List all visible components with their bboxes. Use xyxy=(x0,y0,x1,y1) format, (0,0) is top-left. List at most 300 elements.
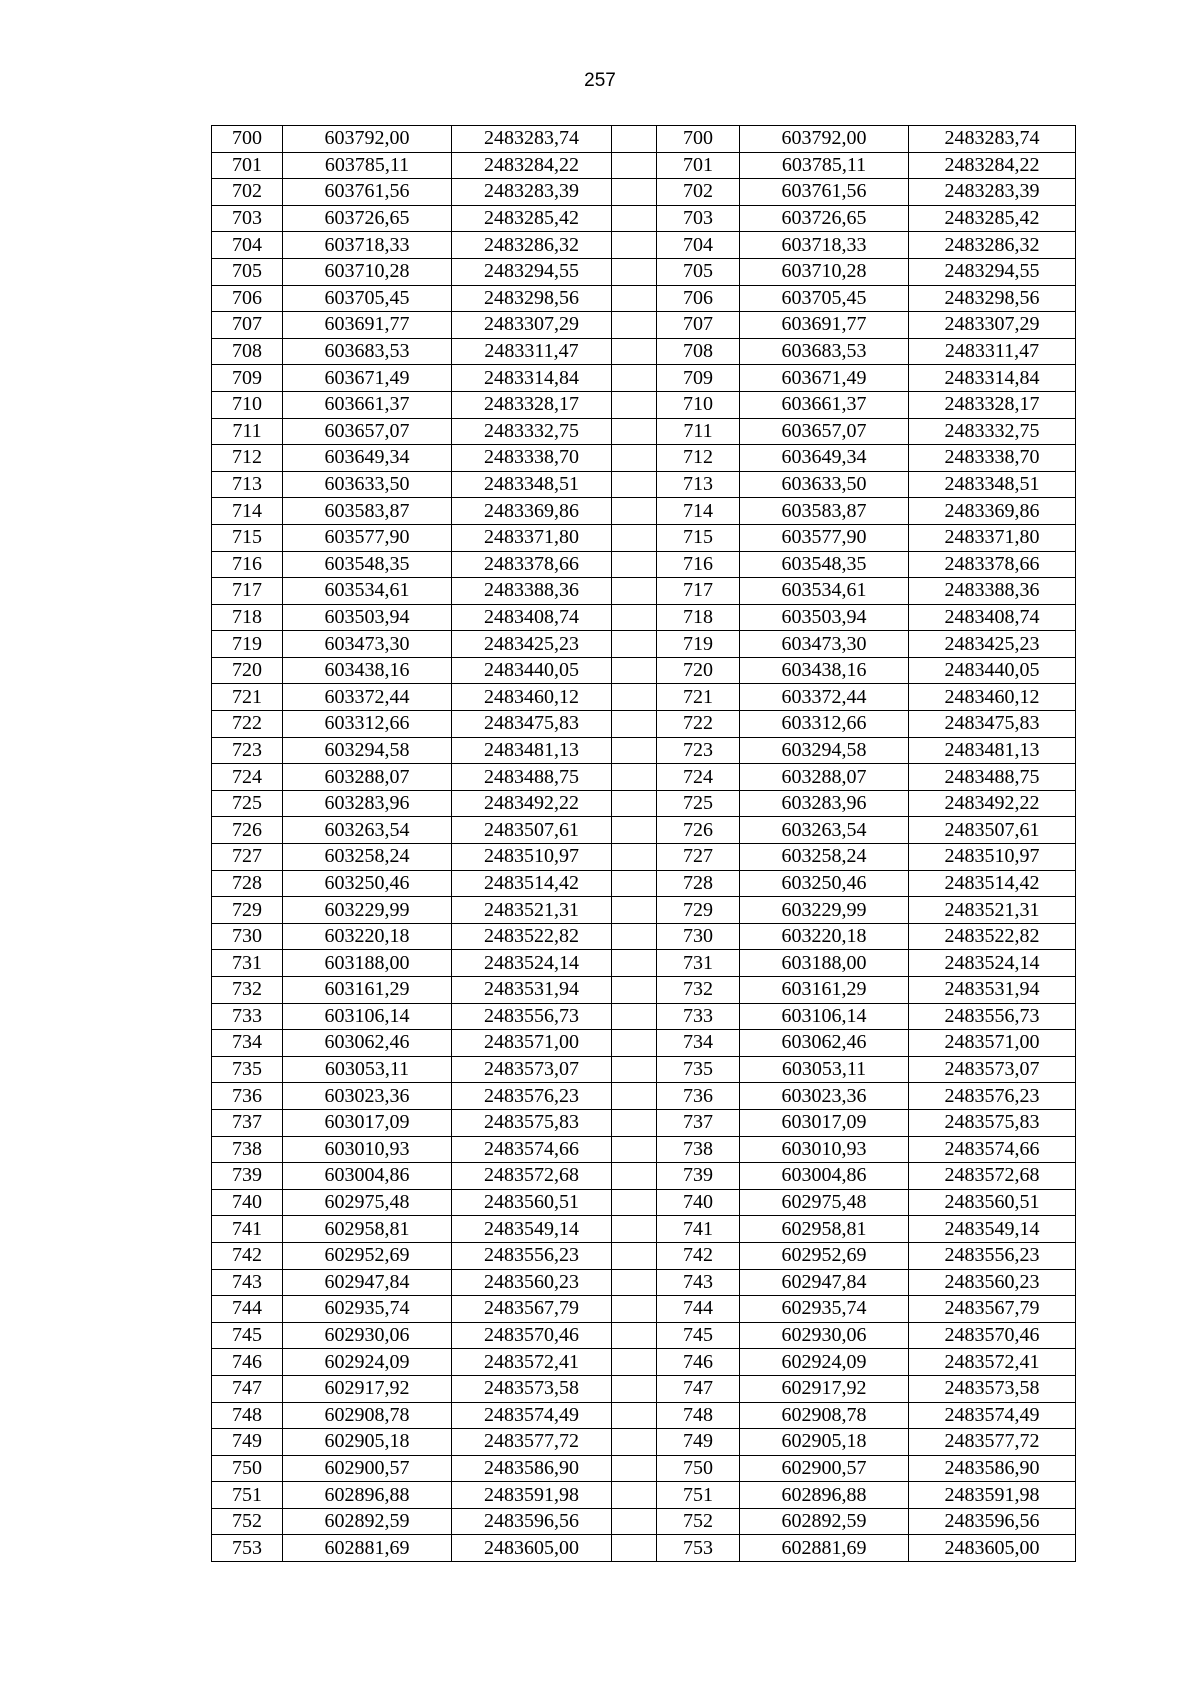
cell-spacer xyxy=(612,126,657,153)
cell-x-coordinate: 603062,46 xyxy=(283,1030,452,1057)
cell-spacer xyxy=(612,205,657,232)
cell-x-coordinate: 603258,24 xyxy=(283,844,452,871)
cell-spacer xyxy=(612,1189,657,1216)
cell-x-coordinate: 603372,44 xyxy=(740,684,909,711)
cell-y-coordinate: 2483522,82 xyxy=(909,923,1076,950)
cell-x-coordinate: 602905,18 xyxy=(283,1429,452,1456)
table-row xyxy=(212,232,1076,259)
cell-x-coordinate: 603004,86 xyxy=(740,1163,909,1190)
cell-x-coordinate: 603004,86 xyxy=(283,1163,452,1190)
cell-spacer xyxy=(612,1402,657,1429)
cell-y-coordinate: 2483514,42 xyxy=(452,870,612,897)
cell-x-coordinate: 603577,90 xyxy=(740,524,909,551)
cell-y-coordinate: 2483294,55 xyxy=(452,258,612,285)
table-row xyxy=(212,471,1076,498)
cell-x-coordinate: 603503,94 xyxy=(283,604,452,631)
cell-x-coordinate: 602930,06 xyxy=(283,1322,452,1349)
cell-y-coordinate: 2483575,83 xyxy=(452,1109,612,1136)
cell-y-coordinate: 2483425,23 xyxy=(452,631,612,658)
cell-x-coordinate: 603726,65 xyxy=(740,205,909,232)
page-number: 257 xyxy=(584,70,616,91)
cell-x-coordinate: 602952,69 xyxy=(740,1242,909,1269)
cell-point-number: 738 xyxy=(212,1136,283,1163)
cell-x-coordinate: 603288,07 xyxy=(740,764,909,791)
cell-point-number: 746 xyxy=(657,1349,740,1376)
cell-point-number: 737 xyxy=(657,1109,740,1136)
cell-point-number: 748 xyxy=(212,1402,283,1429)
cell-y-coordinate: 2483283,74 xyxy=(909,126,1076,153)
cell-point-number: 736 xyxy=(657,1083,740,1110)
cell-y-coordinate: 2483475,83 xyxy=(452,711,612,738)
cell-spacer xyxy=(612,179,657,206)
cell-point-number: 703 xyxy=(657,205,740,232)
cell-spacer xyxy=(612,232,657,259)
table-row xyxy=(212,1349,1076,1376)
cell-y-coordinate: 2483522,82 xyxy=(452,923,612,950)
cell-point-number: 746 xyxy=(212,1349,283,1376)
table-row xyxy=(212,1508,1076,1535)
cell-y-coordinate: 2483531,94 xyxy=(909,977,1076,1004)
cell-point-number: 735 xyxy=(657,1056,740,1083)
cell-x-coordinate: 603161,29 xyxy=(740,977,909,1004)
cell-point-number: 745 xyxy=(212,1322,283,1349)
cell-spacer xyxy=(612,1242,657,1269)
table-row xyxy=(212,1163,1076,1190)
cell-spacer xyxy=(612,1455,657,1482)
cell-x-coordinate: 603053,11 xyxy=(283,1056,452,1083)
cell-y-coordinate: 2483378,66 xyxy=(452,551,612,578)
cell-point-number: 742 xyxy=(657,1242,740,1269)
cell-x-coordinate: 603220,18 xyxy=(283,923,452,950)
cell-x-coordinate: 603649,34 xyxy=(740,445,909,472)
cell-y-coordinate: 2483575,83 xyxy=(909,1109,1076,1136)
cell-y-coordinate: 2483408,74 xyxy=(909,604,1076,631)
cell-x-coordinate: 603010,93 xyxy=(283,1136,452,1163)
table-row xyxy=(212,1083,1076,1110)
cell-point-number: 722 xyxy=(657,711,740,738)
table-row xyxy=(212,312,1076,339)
cell-x-coordinate: 602900,57 xyxy=(740,1455,909,1482)
cell-point-number: 740 xyxy=(657,1189,740,1216)
cell-y-coordinate: 2483284,22 xyxy=(909,152,1076,179)
cell-spacer xyxy=(612,817,657,844)
table-row xyxy=(212,524,1076,551)
cell-x-coordinate: 602908,78 xyxy=(283,1402,452,1429)
cell-y-coordinate: 2483531,94 xyxy=(452,977,612,1004)
cell-y-coordinate: 2483492,22 xyxy=(909,790,1076,817)
cell-y-coordinate: 2483556,23 xyxy=(452,1242,612,1269)
cell-point-number: 711 xyxy=(657,418,740,445)
cell-point-number: 713 xyxy=(657,471,740,498)
cell-y-coordinate: 2483328,17 xyxy=(909,391,1076,418)
cell-x-coordinate: 602958,81 xyxy=(283,1216,452,1243)
cell-spacer xyxy=(612,1482,657,1509)
cell-y-coordinate: 2483440,05 xyxy=(909,657,1076,684)
cell-y-coordinate: 2483567,79 xyxy=(909,1296,1076,1323)
table-row xyxy=(212,179,1076,206)
cell-y-coordinate: 2483481,13 xyxy=(452,737,612,764)
cell-point-number: 733 xyxy=(657,1003,740,1030)
cell-x-coordinate: 602924,09 xyxy=(740,1349,909,1376)
cell-x-coordinate: 603188,00 xyxy=(283,950,452,977)
cell-y-coordinate: 2483371,80 xyxy=(452,524,612,551)
cell-x-coordinate: 603583,87 xyxy=(740,498,909,525)
cell-point-number: 733 xyxy=(212,1003,283,1030)
cell-point-number: 700 xyxy=(212,126,283,153)
cell-x-coordinate: 603053,11 xyxy=(740,1056,909,1083)
cell-point-number: 708 xyxy=(212,338,283,365)
cell-spacer xyxy=(612,1003,657,1030)
cell-x-coordinate: 603657,07 xyxy=(283,418,452,445)
cell-x-coordinate: 603250,46 xyxy=(740,870,909,897)
cell-y-coordinate: 2483573,07 xyxy=(909,1056,1076,1083)
cell-y-coordinate: 2483369,86 xyxy=(452,498,612,525)
cell-y-coordinate: 2483332,75 xyxy=(909,418,1076,445)
cell-y-coordinate: 2483586,90 xyxy=(909,1455,1076,1482)
table-row xyxy=(212,737,1076,764)
cell-x-coordinate: 602947,84 xyxy=(283,1269,452,1296)
cell-spacer xyxy=(612,604,657,631)
cell-y-coordinate: 2483298,56 xyxy=(909,285,1076,312)
cell-y-coordinate: 2483573,58 xyxy=(452,1375,612,1402)
cell-spacer xyxy=(612,1136,657,1163)
cell-x-coordinate: 603503,94 xyxy=(740,604,909,631)
cell-y-coordinate: 2483460,12 xyxy=(452,684,612,711)
table-row xyxy=(212,631,1076,658)
cell-x-coordinate: 603792,00 xyxy=(283,126,452,153)
cell-spacer xyxy=(612,258,657,285)
cell-point-number: 710 xyxy=(212,391,283,418)
table-row xyxy=(212,1375,1076,1402)
cell-x-coordinate: 603017,09 xyxy=(283,1109,452,1136)
table-row xyxy=(212,365,1076,392)
cell-point-number: 712 xyxy=(657,445,740,472)
cell-y-coordinate: 2483586,90 xyxy=(452,1455,612,1482)
cell-point-number: 723 xyxy=(657,737,740,764)
cell-point-number: 744 xyxy=(212,1296,283,1323)
cell-point-number: 737 xyxy=(212,1109,283,1136)
cell-point-number: 720 xyxy=(657,657,740,684)
cell-y-coordinate: 2483573,07 xyxy=(452,1056,612,1083)
table-row xyxy=(212,1030,1076,1057)
cell-spacer xyxy=(612,1429,657,1456)
cell-x-coordinate: 603017,09 xyxy=(740,1109,909,1136)
cell-point-number: 726 xyxy=(212,817,283,844)
cell-x-coordinate: 603633,50 xyxy=(283,471,452,498)
cell-point-number: 744 xyxy=(657,1296,740,1323)
cell-spacer xyxy=(612,1269,657,1296)
cell-y-coordinate: 2483488,75 xyxy=(909,764,1076,791)
cell-y-coordinate: 2483314,84 xyxy=(909,365,1076,392)
table-row xyxy=(212,391,1076,418)
cell-x-coordinate: 603583,87 xyxy=(283,498,452,525)
cell-spacer xyxy=(612,1296,657,1323)
cell-x-coordinate: 603294,58 xyxy=(740,737,909,764)
cell-point-number: 731 xyxy=(212,950,283,977)
cell-x-coordinate: 603438,16 xyxy=(740,657,909,684)
cell-y-coordinate: 2483332,75 xyxy=(452,418,612,445)
cell-point-number: 743 xyxy=(212,1269,283,1296)
cell-x-coordinate: 603671,49 xyxy=(740,365,909,392)
cell-spacer xyxy=(612,551,657,578)
cell-y-coordinate: 2483488,75 xyxy=(452,764,612,791)
cell-x-coordinate: 603761,56 xyxy=(283,179,452,206)
cell-x-coordinate: 603577,90 xyxy=(283,524,452,551)
table-row xyxy=(212,445,1076,472)
cell-x-coordinate: 602924,09 xyxy=(283,1349,452,1376)
table-row xyxy=(212,1482,1076,1509)
cell-point-number: 751 xyxy=(657,1482,740,1509)
cell-x-coordinate: 603312,66 xyxy=(283,711,452,738)
cell-x-coordinate: 603283,96 xyxy=(740,790,909,817)
cell-y-coordinate: 2483298,56 xyxy=(452,285,612,312)
cell-x-coordinate: 603691,77 xyxy=(283,312,452,339)
cell-y-coordinate: 2483576,23 xyxy=(909,1083,1076,1110)
cell-x-coordinate: 603785,11 xyxy=(740,152,909,179)
cell-x-coordinate: 603294,58 xyxy=(283,737,452,764)
cell-point-number: 715 xyxy=(657,524,740,551)
cell-point-number: 751 xyxy=(212,1482,283,1509)
cell-x-coordinate: 603250,46 xyxy=(283,870,452,897)
table-row xyxy=(212,923,1076,950)
cell-point-number: 714 xyxy=(657,498,740,525)
table-row xyxy=(212,338,1076,365)
cell-point-number: 749 xyxy=(212,1429,283,1456)
cell-spacer xyxy=(612,391,657,418)
cell-y-coordinate: 2483507,61 xyxy=(909,817,1076,844)
cell-y-coordinate: 2483285,42 xyxy=(452,205,612,232)
cell-point-number: 707 xyxy=(212,312,283,339)
cell-spacer xyxy=(612,498,657,525)
cell-y-coordinate: 2483311,47 xyxy=(452,338,612,365)
cell-spacer xyxy=(612,870,657,897)
cell-point-number: 727 xyxy=(657,844,740,871)
cell-x-coordinate: 603062,46 xyxy=(740,1030,909,1057)
cell-y-coordinate: 2483570,46 xyxy=(452,1322,612,1349)
cell-y-coordinate: 2483560,51 xyxy=(452,1189,612,1216)
cell-x-coordinate: 603710,28 xyxy=(740,258,909,285)
cell-point-number: 719 xyxy=(212,631,283,658)
cell-y-coordinate: 2483571,00 xyxy=(452,1030,612,1057)
cell-y-coordinate: 2483475,83 xyxy=(909,711,1076,738)
cell-y-coordinate: 2483510,97 xyxy=(452,844,612,871)
table-row xyxy=(212,977,1076,1004)
cell-spacer xyxy=(612,1322,657,1349)
cell-x-coordinate: 603438,16 xyxy=(283,657,452,684)
cell-x-coordinate: 603705,45 xyxy=(740,285,909,312)
cell-y-coordinate: 2483572,68 xyxy=(909,1163,1076,1190)
table-row xyxy=(212,1003,1076,1030)
cell-x-coordinate: 602881,69 xyxy=(283,1535,452,1562)
cell-point-number: 743 xyxy=(657,1269,740,1296)
table-row xyxy=(212,205,1076,232)
table-row xyxy=(212,285,1076,312)
cell-spacer xyxy=(612,631,657,658)
cell-point-number: 753 xyxy=(657,1535,740,1562)
cell-point-number: 718 xyxy=(212,604,283,631)
cell-point-number: 747 xyxy=(657,1375,740,1402)
cell-point-number: 728 xyxy=(212,870,283,897)
cell-point-number: 731 xyxy=(657,950,740,977)
table-row xyxy=(212,1136,1076,1163)
cell-point-number: 715 xyxy=(212,524,283,551)
cell-y-coordinate: 2483460,12 xyxy=(909,684,1076,711)
cell-point-number: 716 xyxy=(212,551,283,578)
cell-y-coordinate: 2483577,72 xyxy=(452,1429,612,1456)
cell-x-coordinate: 603161,29 xyxy=(283,977,452,1004)
cell-spacer xyxy=(612,1375,657,1402)
cell-spacer xyxy=(612,445,657,472)
cell-y-coordinate: 2483286,32 xyxy=(452,232,612,259)
coordinates-table xyxy=(211,125,1076,1562)
cell-x-coordinate: 603792,00 xyxy=(740,126,909,153)
cell-x-coordinate: 603649,34 xyxy=(283,445,452,472)
cell-y-coordinate: 2483549,14 xyxy=(909,1216,1076,1243)
table-row xyxy=(212,1189,1076,1216)
cell-x-coordinate: 602908,78 xyxy=(740,1402,909,1429)
cell-y-coordinate: 2483492,22 xyxy=(452,790,612,817)
cell-y-coordinate: 2483294,55 xyxy=(909,258,1076,285)
table-row xyxy=(212,950,1076,977)
cell-point-number: 703 xyxy=(212,205,283,232)
cell-point-number: 704 xyxy=(657,232,740,259)
cell-y-coordinate: 2483307,29 xyxy=(909,312,1076,339)
cell-spacer xyxy=(612,950,657,977)
cell-x-coordinate: 603691,77 xyxy=(740,312,909,339)
cell-point-number: 738 xyxy=(657,1136,740,1163)
cell-spacer xyxy=(612,524,657,551)
table-row xyxy=(212,1402,1076,1429)
cell-x-coordinate: 603548,35 xyxy=(740,551,909,578)
cell-point-number: 732 xyxy=(212,977,283,1004)
cell-y-coordinate: 2483283,74 xyxy=(452,126,612,153)
cell-y-coordinate: 2483338,70 xyxy=(909,445,1076,472)
cell-spacer xyxy=(612,1163,657,1190)
cell-x-coordinate: 602958,81 xyxy=(740,1216,909,1243)
table-row xyxy=(212,604,1076,631)
cell-x-coordinate: 603657,07 xyxy=(740,418,909,445)
cell-point-number: 705 xyxy=(212,258,283,285)
cell-y-coordinate: 2483524,14 xyxy=(452,950,612,977)
cell-point-number: 727 xyxy=(212,844,283,871)
cell-x-coordinate: 602947,84 xyxy=(740,1269,909,1296)
cell-point-number: 741 xyxy=(657,1216,740,1243)
table-row xyxy=(212,870,1076,897)
cell-point-number: 712 xyxy=(212,445,283,472)
cell-point-number: 729 xyxy=(657,897,740,924)
cell-spacer xyxy=(612,711,657,738)
cell-point-number: 702 xyxy=(212,179,283,206)
cell-spacer xyxy=(612,1508,657,1535)
table-row xyxy=(212,1109,1076,1136)
cell-y-coordinate: 2483378,66 xyxy=(909,551,1076,578)
cell-point-number: 740 xyxy=(212,1189,283,1216)
cell-x-coordinate: 602952,69 xyxy=(283,1242,452,1269)
cell-y-coordinate: 2483572,41 xyxy=(452,1349,612,1376)
cell-spacer xyxy=(612,977,657,1004)
cell-x-coordinate: 603683,53 xyxy=(740,338,909,365)
cell-y-coordinate: 2483284,22 xyxy=(452,152,612,179)
cell-y-coordinate: 2483285,42 xyxy=(909,205,1076,232)
cell-x-coordinate: 603661,37 xyxy=(283,391,452,418)
cell-point-number: 706 xyxy=(657,285,740,312)
cell-point-number: 717 xyxy=(212,578,283,605)
cell-point-number: 704 xyxy=(212,232,283,259)
cell-y-coordinate: 2483572,41 xyxy=(909,1349,1076,1376)
cell-spacer xyxy=(612,1056,657,1083)
cell-point-number: 716 xyxy=(657,551,740,578)
cell-y-coordinate: 2483574,66 xyxy=(909,1136,1076,1163)
cell-x-coordinate: 603705,45 xyxy=(283,285,452,312)
cell-x-coordinate: 603220,18 xyxy=(740,923,909,950)
cell-point-number: 719 xyxy=(657,631,740,658)
cell-x-coordinate: 603229,99 xyxy=(283,897,452,924)
cell-x-coordinate: 603023,36 xyxy=(740,1083,909,1110)
cell-y-coordinate: 2483576,23 xyxy=(452,1083,612,1110)
cell-point-number: 750 xyxy=(212,1455,283,1482)
cell-y-coordinate: 2483521,31 xyxy=(909,897,1076,924)
cell-x-coordinate: 603718,33 xyxy=(740,232,909,259)
cell-point-number: 750 xyxy=(657,1455,740,1482)
cell-x-coordinate: 602935,74 xyxy=(283,1296,452,1323)
cell-point-number: 739 xyxy=(212,1163,283,1190)
table-row xyxy=(212,1296,1076,1323)
cell-y-coordinate: 2483549,14 xyxy=(452,1216,612,1243)
cell-spacer xyxy=(612,338,657,365)
cell-y-coordinate: 2483348,51 xyxy=(909,471,1076,498)
cell-x-coordinate: 603633,50 xyxy=(740,471,909,498)
table-row xyxy=(212,711,1076,738)
cell-y-coordinate: 2483605,00 xyxy=(909,1535,1076,1562)
coordinates-table-body xyxy=(212,126,1076,1562)
table-row xyxy=(212,790,1076,817)
cell-point-number: 705 xyxy=(657,258,740,285)
cell-x-coordinate: 603023,36 xyxy=(283,1083,452,1110)
cell-x-coordinate: 603661,37 xyxy=(740,391,909,418)
cell-y-coordinate: 2483510,97 xyxy=(909,844,1076,871)
cell-point-number: 730 xyxy=(212,923,283,950)
cell-spacer xyxy=(612,1030,657,1057)
cell-y-coordinate: 2483371,80 xyxy=(909,524,1076,551)
cell-x-coordinate: 602896,88 xyxy=(283,1482,452,1509)
cell-y-coordinate: 2483596,56 xyxy=(909,1508,1076,1535)
cell-point-number: 753 xyxy=(212,1535,283,1562)
cell-y-coordinate: 2483570,46 xyxy=(909,1322,1076,1349)
cell-x-coordinate: 603710,28 xyxy=(283,258,452,285)
cell-x-coordinate: 603106,14 xyxy=(283,1003,452,1030)
table-row xyxy=(212,578,1076,605)
cell-y-coordinate: 2483314,84 xyxy=(452,365,612,392)
cell-y-coordinate: 2483560,23 xyxy=(909,1269,1076,1296)
cell-y-coordinate: 2483524,14 xyxy=(909,950,1076,977)
cell-point-number: 718 xyxy=(657,604,740,631)
cell-y-coordinate: 2483591,98 xyxy=(909,1482,1076,1509)
cell-x-coordinate: 603548,35 xyxy=(283,551,452,578)
cell-point-number: 734 xyxy=(657,1030,740,1057)
cell-spacer xyxy=(612,312,657,339)
cell-x-coordinate: 603726,65 xyxy=(283,205,452,232)
table-row xyxy=(212,258,1076,285)
cell-x-coordinate: 603188,00 xyxy=(740,950,909,977)
cell-x-coordinate: 603372,44 xyxy=(283,684,452,711)
table-row xyxy=(212,1269,1076,1296)
table-row xyxy=(212,844,1076,871)
table-row xyxy=(212,1322,1076,1349)
cell-y-coordinate: 2483311,47 xyxy=(909,338,1076,365)
cell-point-number: 725 xyxy=(212,790,283,817)
cell-x-coordinate: 602975,48 xyxy=(740,1189,909,1216)
cell-point-number: 701 xyxy=(212,152,283,179)
